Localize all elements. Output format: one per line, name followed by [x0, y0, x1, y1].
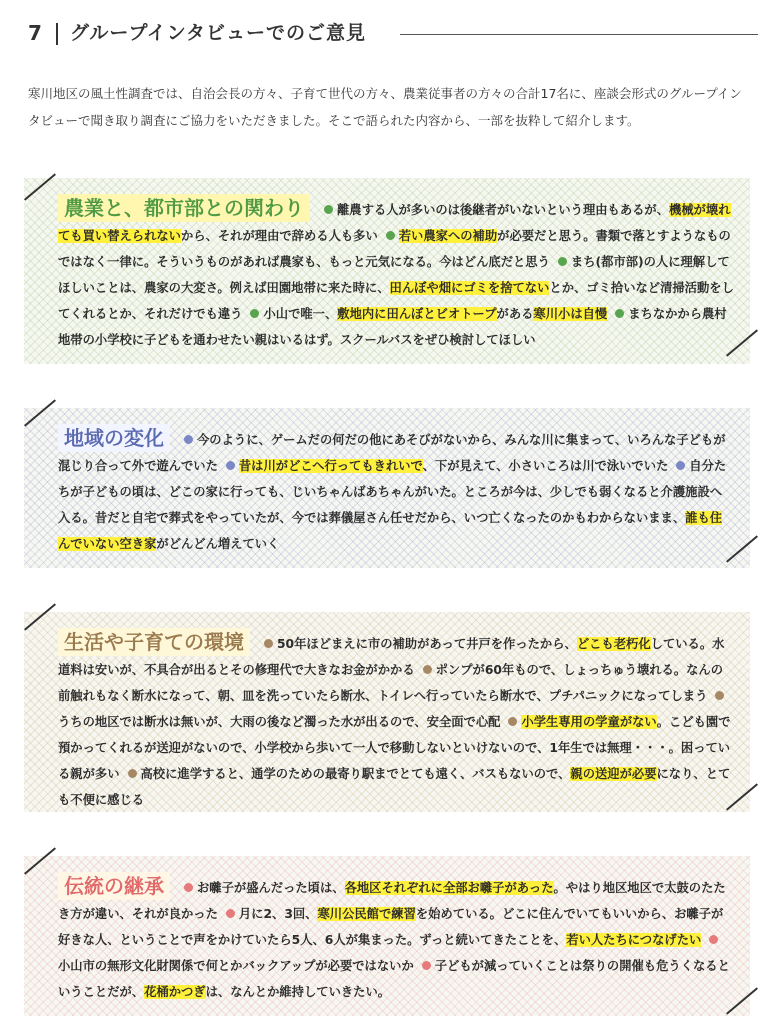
header-rule: [400, 34, 758, 35]
highlighted-phrase: 寒川小は自慢: [533, 307, 608, 321]
section-tradition: [24, 856, 750, 1016]
section-living-environment: [24, 612, 750, 812]
bullet-dot: [386, 231, 395, 240]
comment-text: になり、とても不便に感じる: [58, 767, 731, 807]
comment-text: まち(都市部)の人に理解してほしいことは、農家の大変さ。例えば田園地帯に来た時に、: [58, 255, 730, 295]
comment-text: を始めている。どこに住んでいてもいいから、お囃子が好きな人、ということで声をかけていたら5人、6人が集まった。ずっと続いてきたことを、: [58, 907, 724, 947]
intro-paragraph: 寒川地区の風土性調査では、自治会長の方々、子育て世代の方々、農業従事者の方々の合計17名に、座談会形式のグループインタビューで聞き取り調査にご協力をいただきました。そこで語られた内容から、一部を抜粋して紹介します。: [28, 86, 742, 128]
comment-text: 月に2、3回、: [238, 907, 318, 921]
highlighted-phrase: 花桶かつぎ: [144, 985, 206, 999]
section-body: [58, 628, 734, 813]
section-body: [58, 194, 734, 353]
section-text: [58, 637, 731, 807]
bullet-dot: [226, 909, 235, 918]
highlighted-phrase: 田んぼや畑にゴミを捨てない: [389, 281, 550, 295]
highlighted-phrase: 敷地内に田んぼとビオトープ: [337, 307, 497, 321]
highlighted-phrase: 若い人たちにつなげたい: [566, 933, 702, 947]
comment-text: から、それが理由で辞める人も多い: [180, 229, 378, 243]
bullet-dot: [226, 461, 235, 470]
section-body: [58, 424, 734, 557]
comment-text: ポンプが60年もので、しょっちゅう壊れる。なんの前触れもなく断水になって、朝、皿を洗っていたら断水、トイレへ行っていたら断水で、プチパニックになってしまう: [58, 663, 724, 703]
bullet-dot: [715, 691, 724, 700]
comment-text: 50年ほどまえに市の補助があって井戸を作ったから、: [277, 637, 577, 651]
bullet-dot: [422, 961, 431, 970]
page-title: グループインタビューでのご意見: [70, 22, 367, 44]
header-divider: [56, 23, 58, 45]
comment-text: 。やはり地区地区で太鼓のたたき方が違い、それが良かった: [58, 881, 726, 921]
bullet-dot: [324, 205, 333, 214]
bullet-dot: [250, 309, 259, 318]
section-heading: 地域の変化: [58, 424, 170, 452]
highlighted-phrase: 若い農家への補助: [398, 229, 498, 243]
section-regional-change: [24, 408, 750, 568]
bullet-dot: [709, 935, 718, 944]
bullet-dot: [128, 769, 137, 778]
comment-text: まちなかから農村地帯の小学校に子どもを通わせたい親はいるはず。スクールバスをぜひ検討してほしい: [58, 307, 727, 347]
bullet-dot: [264, 639, 273, 648]
comment-text: 子どもが減っていくことは祭りの開催も危うくなるということだが、: [58, 959, 730, 999]
bullet-dot: [558, 257, 567, 266]
bullet-dot: [615, 309, 624, 318]
highlighted-phrase: 誰も住んでいない空き家: [58, 511, 723, 551]
section-heading: 農業と、都市部との関わり: [58, 194, 310, 222]
section-text: [58, 203, 734, 347]
section-heading: 生活や子育ての環境: [58, 628, 250, 656]
comment-text: が必要だと思う。書類で落とすようなものではなく一律に。そういうものがあれば農家も、もっと元気になる。今はどん底だと思う: [58, 229, 731, 269]
comment-text: している。水道料は安いが、不具合が出るとその修理代で大きなお金がかかる: [58, 637, 725, 677]
comment-text: 今のように、ゲームだの何だの他にあそびがないから、みんな川に集まって、いろんな子どもが混じり合って外で遊んでいた: [58, 433, 726, 473]
comment-text: がある: [496, 307, 534, 321]
comment-text: 小山で唯一、: [263, 307, 338, 321]
highlighted-phrase: 寒川公民館で練習: [317, 907, 416, 921]
bullet-dot: [184, 883, 193, 892]
bullet-dot: [676, 461, 685, 470]
section-body: [58, 872, 734, 1005]
comment-text: うちの地区では断水は無いが、大雨の後など濁った水が出るので、安全面で心配: [58, 715, 501, 729]
comment-text: 離農する人が多いのは後継者がいないという理由もあるが、: [337, 203, 670, 217]
highlighted-phrase: 親の送迎が必要: [570, 767, 657, 781]
section-agriculture: [24, 178, 750, 364]
comment-text: 。こども園で預かってくれるが送迎がないので、小学校から歩いて一人で移動しないといけないので、1年生では無理・・・。困っている親が多い: [58, 715, 731, 781]
highlighted-phrase: 機械が壊れても買い替えられない: [58, 203, 731, 243]
bullet-dot: [508, 717, 517, 726]
comment-text: 高校に進学すると、通学のための最寄り駅までとても遠く、バスもないので、: [140, 767, 571, 781]
highlighted-phrase: 昔は川がどこへ行ってもきれいで: [238, 459, 423, 473]
comment-text: がどんどん増えていく: [156, 537, 280, 551]
comment-text: とか、ゴミ拾いなど清掃活動をしてくれるとか、それだけでも違う: [58, 281, 734, 321]
comment-text: は、なんとか維持していきたい。: [205, 985, 391, 999]
comment-text: お囃子が盛んだった頃は、: [197, 881, 345, 895]
page-header: [28, 20, 758, 48]
comment-text: 、下が見えて、小さいころは川で泳いでいた: [422, 459, 669, 473]
comment-text: 自分たちが子どもの頃は、どこの家に行っても、じいちゃんばあちゃんがいた。ところが今は、少しでも弱くなると介護施設へ入る。昔だと自宅で葬式をやっていたが、今では葬儀屋さん任せだから、いつ亡くなったのかもわからないまま、: [58, 459, 727, 525]
highlighted-phrase: 小学生専用の学童がない: [521, 715, 657, 729]
bullet-dot: [184, 435, 193, 444]
highlighted-phrase: どこも老朽化: [576, 637, 651, 651]
section-number: 7: [28, 21, 42, 45]
comment-text: 小山市の無形文化財関係で何とかバックアップが必要ではないか: [58, 959, 414, 973]
highlighted-phrase: 各地区それぞれに全部お囃子があった: [344, 881, 554, 895]
section-heading: 伝統の継承: [58, 872, 170, 900]
bullet-dot: [423, 665, 432, 674]
